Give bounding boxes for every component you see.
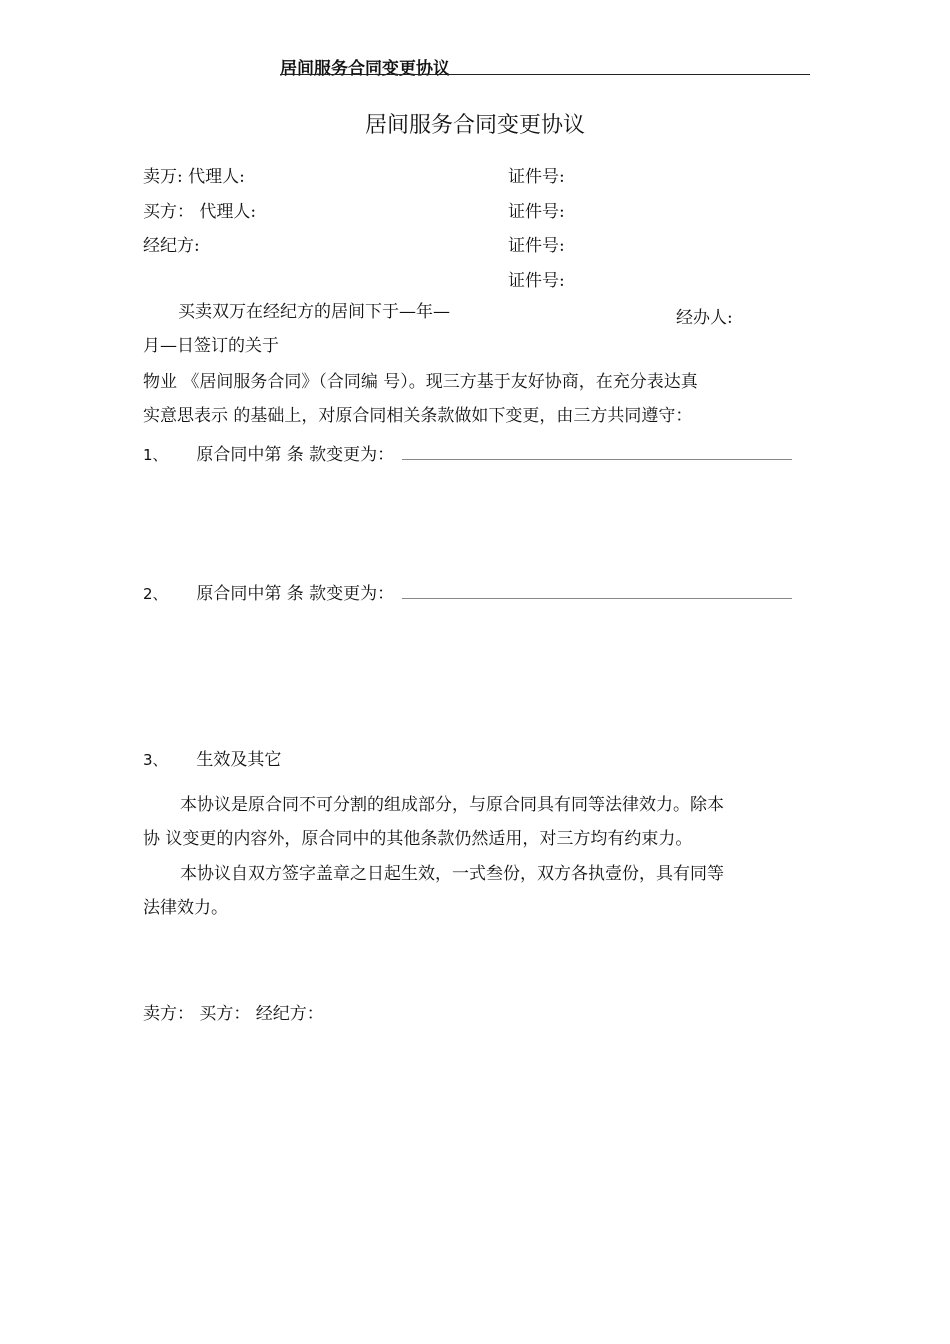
item-text: 原合同中第 条 款变更为： [196, 445, 395, 465]
item-number: 1、 [143, 446, 168, 464]
clause-1-line-1: 本协议是原合同不可分割的组成部分，与原合同具有同等法律效力。除本 [180, 795, 724, 815]
item-3 [143, 745, 281, 770]
item-2 [143, 579, 792, 604]
handler-label: 经办人: [676, 308, 733, 328]
buyer-label: 买方： 代理人: [143, 202, 257, 222]
item-number: 2、 [143, 585, 168, 603]
broker-id-label: 证件号: [508, 236, 565, 256]
item-text: 生效及其它 [196, 750, 282, 770]
intro-line-2: 月—日签订的关于 [143, 336, 279, 356]
intro-line-3: 物业 《居间服务合同》（合同编 号）。现三方基于友好协商，在充分表达真 [143, 372, 698, 392]
fill-in-line [402, 459, 792, 460]
document-title: 居间服务合同变更协议 [364, 113, 585, 138]
fill-in-line [402, 598, 792, 599]
clause-2-line-2: 法律效力。 [143, 898, 228, 918]
header-rule [280, 74, 810, 75]
item-1 [143, 440, 792, 465]
intro-line-4: 实意思表示 的基础上，对原合同相关条款做如下变更，由三方共同遵守： [143, 406, 693, 426]
intro-line-1: 买卖双万在经纪方的居间下于—年— [178, 302, 450, 322]
running-header: 居间服务合同变更协议 [280, 59, 450, 79]
item-text: 原合同中第 条 款变更为： [196, 584, 395, 604]
clause-1-line-2: 协 议变更的内容外，原合同中的其他条款仍然适用，对三方均有约束力。 [143, 829, 693, 849]
handler-id-label: 证件号: [508, 271, 565, 291]
seller-label: 卖万: 代理人: [143, 167, 245, 187]
clause-2-line-1: 本协议自双方签字盖章之日起生效，一式叁份，双方各执壹份，具有同等 [180, 864, 724, 884]
broker-label: 经纪方: [143, 236, 200, 256]
seller-id-label: 证件号: [508, 167, 565, 187]
item-number: 3、 [143, 751, 168, 769]
buyer-id-label: 证件号: [508, 202, 565, 222]
signature-line: 卖方： 买方： 经纪方： [143, 1004, 324, 1024]
